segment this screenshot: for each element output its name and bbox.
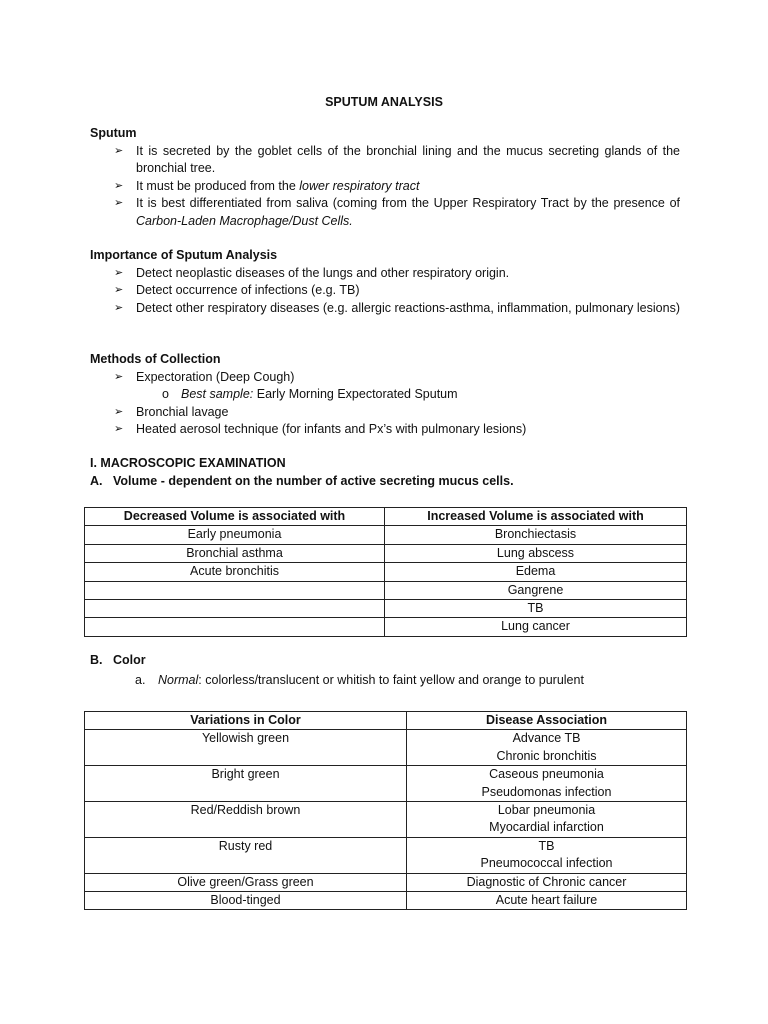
methods-list-continued	[90, 404, 680, 439]
list-item	[90, 300, 680, 318]
methods-list	[90, 369, 680, 387]
table-cell: Lung abscess	[385, 544, 687, 562]
table-row	[85, 600, 687, 618]
macroscopic-heading: I. MACROSCOPIC EXAMINATION	[90, 456, 286, 470]
circle-bullet-icon: o	[162, 387, 169, 402]
arrow-bullet-icon: ➢	[114, 144, 124, 157]
arrow-bullet-icon: ➢	[114, 301, 124, 314]
table-header-row	[85, 712, 687, 730]
list-item-text: Detect occurrence of infections (e.g. TB)	[136, 283, 360, 298]
table-cell: Bright green	[85, 766, 407, 802]
sub-list-item	[90, 386, 680, 404]
table-cell: Blood-tinged	[85, 892, 407, 910]
importance-heading: Importance of Sputum Analysis	[90, 248, 278, 262]
table-cell: Acute heart failure	[407, 892, 687, 910]
table-row	[85, 563, 687, 581]
table-header-row	[85, 508, 687, 526]
table-cell: Bronchial asthma	[85, 544, 385, 562]
normal-text: : colorless/translucent or whitish to faint yellow and orange to purulent	[198, 672, 584, 687]
methods-section	[90, 351, 680, 439]
table-cell: Gangrene	[385, 581, 687, 599]
table-row	[85, 802, 687, 838]
volume-table	[84, 507, 687, 637]
table-row	[85, 837, 687, 873]
normal-italic: Normal	[158, 672, 199, 687]
column-header: Decreased Volume is associated with	[85, 508, 385, 526]
list-item	[90, 282, 680, 300]
table-cell: Edema	[385, 563, 687, 581]
importance-section	[90, 247, 680, 317]
table-row	[85, 892, 687, 910]
table-cell	[85, 581, 385, 599]
table-cell: Diagnostic of Chronic cancer	[407, 873, 687, 891]
sub-item-italic: Best sample:	[181, 387, 254, 402]
list-item-italic: Carbon-Laden Macrophage/Dust Cells.	[136, 213, 353, 228]
list-item-text: Bronchial lavage	[136, 404, 229, 419]
table-cell: Lobar pneumonia Myocardial infarction	[407, 802, 687, 838]
list-item-text: It must be produced from the	[136, 178, 300, 193]
table-cell: Advance TB Chronic bronchitis	[407, 730, 687, 766]
sub-item-text: Early Morning Expectorated Sputum	[253, 387, 458, 402]
list-item	[90, 195, 680, 230]
table-row	[85, 581, 687, 599]
sputum-heading: Sputum	[90, 126, 137, 140]
table-row	[85, 766, 687, 802]
column-header: Disease Association	[407, 712, 687, 730]
arrow-bullet-icon: ➢	[114, 284, 124, 297]
table-row	[85, 730, 687, 766]
color-table	[84, 711, 687, 910]
table-cell: TB	[385, 600, 687, 618]
volume-heading	[90, 473, 680, 491]
table-cell: Rusty red	[85, 837, 407, 873]
column-header: Increased Volume is associated with	[385, 508, 687, 526]
methods-heading: Methods of Collection	[90, 352, 221, 366]
table-cell: Acute bronchitis	[85, 563, 385, 581]
arrow-bullet-icon: ➢	[114, 423, 124, 436]
table-row	[85, 544, 687, 562]
table-row	[85, 526, 687, 544]
arrow-bullet-icon: ➢	[114, 179, 124, 192]
list-item-text: It is secreted by the goblet cells of the bronchial lining and the mucus secreting glands of the bronchial tree.	[136, 143, 680, 176]
sputum-list	[90, 143, 680, 231]
table-cell	[85, 618, 385, 636]
list-item-text: Heated aerosol technique (for infants and Px’s with pulmonary lesions)	[136, 422, 527, 437]
color-section	[90, 652, 680, 689]
list-item	[90, 178, 680, 196]
volume-text: Volume - dependent on the number of active secreting mucus cells.	[113, 473, 514, 488]
normal-color-item	[90, 672, 680, 690]
list-item	[90, 404, 680, 422]
sputum-section	[90, 125, 680, 231]
list-item	[90, 143, 680, 178]
list-item	[90, 265, 680, 283]
table-cell: Red/Reddish brown	[85, 802, 407, 838]
table-cell: TB Pneumococcal infection	[407, 837, 687, 873]
color-letter: B.	[90, 653, 103, 667]
list-item-text: Expectoration (Deep Cough)	[136, 369, 295, 384]
arrow-bullet-icon: ➢	[114, 405, 124, 418]
arrow-bullet-icon: ➢	[114, 197, 124, 210]
list-item-italic: lower respiratory tract	[299, 178, 420, 193]
color-heading	[90, 652, 680, 670]
importance-list	[90, 265, 680, 318]
table-cell: Yellowish green	[85, 730, 407, 766]
volume-letter: A.	[90, 473, 103, 488]
page-title: SPUTUM ANALYSIS	[325, 95, 443, 109]
macroscopic-section	[90, 455, 680, 490]
table-cell	[85, 600, 385, 618]
list-item-text: It is best differentiated from saliva (coming from the Upper Respiratory Tract by the presence of	[136, 196, 680, 211]
table-cell: Early pneumonia	[85, 526, 385, 544]
arrow-bullet-icon: ➢	[114, 266, 124, 279]
list-item	[90, 421, 680, 439]
color-text: Color	[113, 653, 146, 667]
table-row	[85, 873, 687, 891]
arrow-bullet-icon: ➢	[114, 370, 124, 383]
list-item-text: Detect other respiratory diseases (e.g. allergic reactions-asthma, inflammation, pulmonary lesions)	[136, 300, 680, 315]
column-header: Variations in Color	[85, 712, 407, 730]
table-cell: Lung cancer	[385, 618, 687, 636]
table-cell: Olive green/Grass green	[85, 873, 407, 891]
list-item-text: Detect neoplastic diseases of the lungs and other respiratory origin.	[136, 265, 510, 280]
list-item	[90, 369, 680, 387]
normal-letter: a.	[135, 672, 146, 687]
table-cell: Caseous pneumonia Pseudomonas infection	[407, 766, 687, 802]
table-row	[85, 618, 687, 636]
table-cell: Bronchiectasis	[385, 526, 687, 544]
